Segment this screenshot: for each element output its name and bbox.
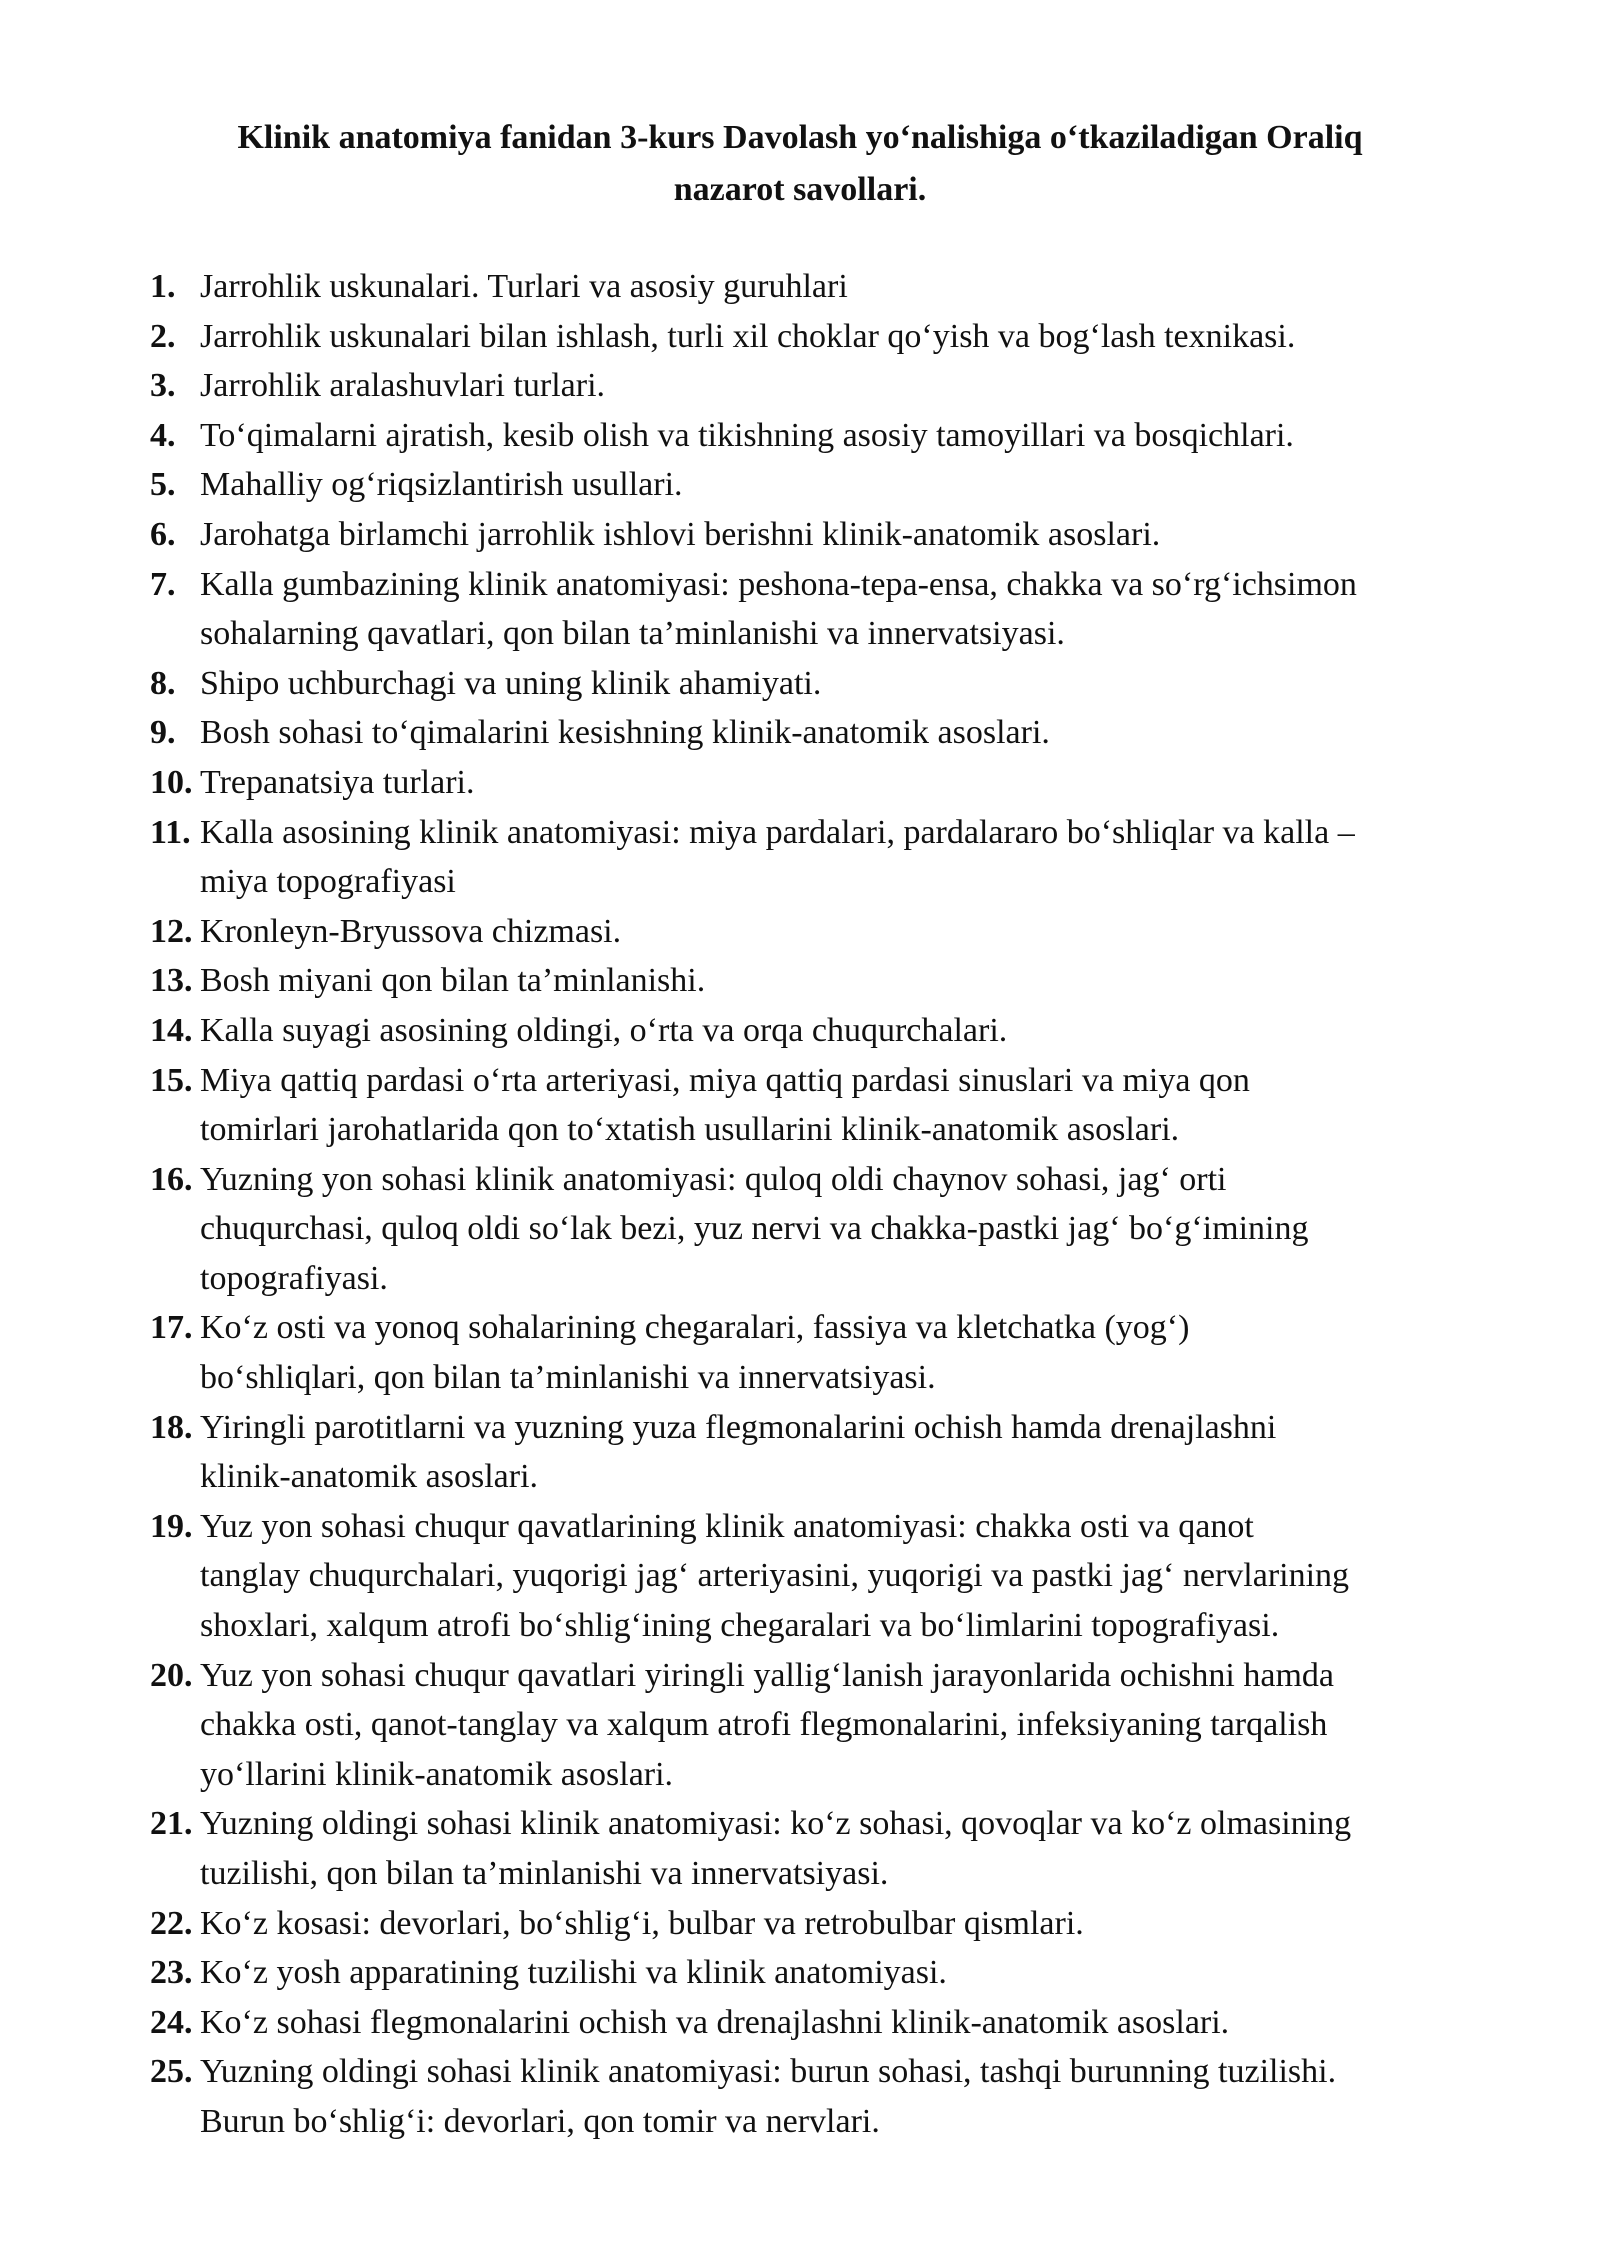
- question-item: [150, 708, 1500, 758]
- question-number: 6.: [150, 515, 176, 553]
- question-item: [150, 1948, 1500, 1998]
- question-text-line: Yuz yon sohasi chuqur qavatlarining klinik anatomiyasi: chakka osti va qanot: [200, 1507, 1254, 1545]
- question-item: [150, 1651, 1500, 1800]
- question-item: [150, 510, 1500, 560]
- question-text-line: yo‘llarini klinik-anatomik asoslari.: [200, 1755, 674, 1793]
- question-item: [150, 1155, 1500, 1304]
- question-text-line: Trepanatsiya turlari.: [200, 763, 475, 801]
- question-text-line: chuqurchasi, quloq oldi so‘lak bezi, yuz nervi va chakka-pastki jag‘ bo‘g‘imining: [200, 1210, 1309, 1248]
- question-item: [150, 1056, 1500, 1155]
- question-text-line: Jarrohlik uskunalari bilan ishlash, turli xil choklar qo‘yish va bog‘lash texnikasi.: [200, 317, 1296, 355]
- question-text-line: miya topografiyasi: [200, 863, 456, 901]
- question-text-line: Ko‘z yosh apparatining tuzilishi va klinik anatomiyasi.: [200, 1954, 947, 1992]
- question-text-line: Shipo uchburchagi va uning klinik ahamiyati.: [200, 664, 822, 702]
- question-number: 17.: [150, 1309, 193, 1347]
- question-number: 23.: [150, 1954, 193, 1992]
- question-text-line: To‘qimalarni ajratish, kesib olish va tikishning asosiy tamoyillari va bosqichlari.: [200, 416, 1294, 454]
- question-text-line: Yuzning oldingi sohasi klinik anatomiyasi: burun sohasi, tashqi burunning tuzilishi.: [200, 2053, 1337, 2091]
- question-text-line: topografiyasi.: [200, 1259, 388, 1297]
- question-item: [150, 659, 1500, 709]
- question-text-line: Ko‘z osti va yonoq sohalarining chegaralari, fassiya va kletchatka (yog‘): [200, 1309, 1190, 1347]
- question-text-line: tuzilishi, qon bilan ta’minlanishi va innervatsiyasi.: [200, 1855, 889, 1892]
- question-text-line: Jarohatga birlamchi jarrohlik ishlovi berishni klinik-anatomik asoslari.: [200, 515, 1161, 553]
- question-text-line: klinik-anatomik asoslari.: [200, 1458, 539, 1496]
- question-item: [150, 808, 1500, 907]
- question-number: 7.: [150, 565, 176, 603]
- question-item: [150, 1799, 1500, 1898]
- question-text-line: Yuzning oldingi sohasi klinik anatomiyasi: ko‘z sohasi, qovoqlar va ko‘z olmasining: [200, 1805, 1352, 1843]
- question-text-line: Yuzning yon sohasi klinik anatomiyasi: quloq oldi chaynov sohasi, jag‘ orti: [200, 1160, 1227, 1198]
- question-number: 5.: [150, 466, 176, 504]
- question-number: 13.: [150, 962, 193, 1000]
- question-number: 10.: [150, 763, 193, 801]
- question-text-line: Ko‘z kosasi: devorlari, bo‘shlig‘i, bulbar va retrobulbar qismlari.: [200, 1904, 1084, 1942]
- question-number: 16.: [150, 1160, 193, 1198]
- question-text-line: Kronleyn-Bryussova chizmasi.: [200, 912, 622, 950]
- question-number: 8.: [150, 664, 176, 702]
- page-title: [150, 112, 1450, 216]
- question-text-line: tanglay chuqurchalari, yuqorigi jag‘ arteriyasini, yuqorigi va pastki jag‘ nervlarining: [200, 1557, 1350, 1595]
- question-text-line: sohalarning qavatlari, qon bilan ta’minlanishi va innervatsiyasi.: [200, 615, 1065, 653]
- question-text-line: Kalla gumbazining klinik anatomiyasi: peshona-tepa-ensa, chakka va so‘rg‘ichsimon: [200, 565, 1357, 603]
- question-item: [150, 411, 1500, 461]
- question-number: 18.: [150, 1408, 193, 1446]
- question-item: [150, 460, 1500, 510]
- question-text-line: shoxlari, xalqum atrofi bo‘shlig‘ining chegaralari va bo‘limlarini topografiyasi.: [200, 1607, 1280, 1645]
- question-item: [150, 262, 1500, 312]
- question-text-line: Jarrohlik uskunalari. Turlari va asosiy guruhlari: [200, 268, 848, 305]
- question-number: 15.: [150, 1061, 193, 1099]
- question-item: [150, 560, 1500, 659]
- question-text-line: Burun bo‘shlig‘i: devorlari, qon tomir va nervlari.: [200, 2102, 880, 2140]
- question-text-line: Ko‘z sohasi flegmonalarini ochish va drenajlashni klinik-anatomik asoslari.: [200, 2003, 1230, 2041]
- question-number: 9.: [150, 714, 176, 752]
- question-text-line: Mahalliy og‘riqsizlantirish usullari.: [200, 466, 683, 504]
- question-text-line: Yiringli parotitlarni va yuzning yuza flegmonalarini ochish hamda drenajlashni: [200, 1408, 1277, 1446]
- question-text-line: Yuz yon sohasi chuqur qavatlari yiringli yallig‘lanish jarayonlarida ochishni hamda: [200, 1656, 1334, 1694]
- question-item: [150, 758, 1500, 808]
- question-number: 19.: [150, 1507, 193, 1545]
- question-item: [150, 1006, 1500, 1056]
- question-number: 22.: [150, 1904, 193, 1942]
- question-item: [150, 1899, 1500, 1949]
- question-number: 12.: [150, 912, 193, 950]
- question-text-line: Kalla asosining klinik anatomiyasi: miya pardalari, pardalararo bo‘shliqlar va kalla –: [200, 813, 1355, 851]
- question-item: [150, 1403, 1500, 1502]
- question-item: [150, 1998, 1500, 2048]
- question-text-line: Bosh miyani qon bilan ta’minlanishi.: [200, 962, 706, 1000]
- question-number: 2.: [150, 317, 176, 355]
- question-text-line: chakka osti, qanot-tanglay va xalqum atrofi flegmonalarini, infeksiyaning tarqalish: [200, 1706, 1328, 1744]
- title-line-2: nazarot savollari.: [673, 171, 927, 208]
- question-text-line: tomirlari jarohatlarida qon to‘xtatish usullarini klinik-anatomik asoslari.: [200, 1111, 1180, 1149]
- question-text-line: bo‘shliqlari, qon bilan ta’minlanishi va innervatsiyasi.: [200, 1359, 936, 1397]
- question-number: 24.: [150, 2003, 193, 2041]
- question-list: [150, 262, 1500, 2147]
- question-text-line: Miya qattiq pardasi o‘rta arteriyasi, miya qattiq pardasi sinuslari va miya qon: [200, 1061, 1250, 1099]
- question-text-line: Bosh sohasi to‘qimalarini kesishning klinik-anatomik asoslari.: [200, 714, 1050, 752]
- question-number: 21.: [150, 1805, 193, 1843]
- question-number: 4.: [150, 416, 176, 454]
- question-text-line: Jarrohlik aralashuvlari turlari.: [200, 367, 606, 405]
- question-item: [150, 2047, 1500, 2146]
- question-item: [150, 956, 1500, 1006]
- question-item: [150, 907, 1500, 957]
- question-item: [150, 361, 1500, 411]
- question-number: 25.: [150, 2053, 193, 2091]
- question-item: [150, 1502, 1500, 1651]
- question-item: [150, 1303, 1500, 1402]
- title-line-1: Klinik anatomiya fanidan 3-kurs Davolash yo‘nalishiga o‘tkaziladigan Oraliq: [237, 119, 1363, 156]
- question-number: 11.: [150, 813, 191, 851]
- question-text-line: Kalla suyagi asosining oldingi, o‘rta va orqa chuqurchalari.: [200, 1011, 1008, 1049]
- question-number: 20.: [150, 1656, 193, 1694]
- question-number: 1.: [150, 268, 176, 305]
- question-number: 14.: [150, 1011, 193, 1049]
- question-item: [150, 312, 1500, 362]
- question-number: 3.: [150, 367, 176, 405]
